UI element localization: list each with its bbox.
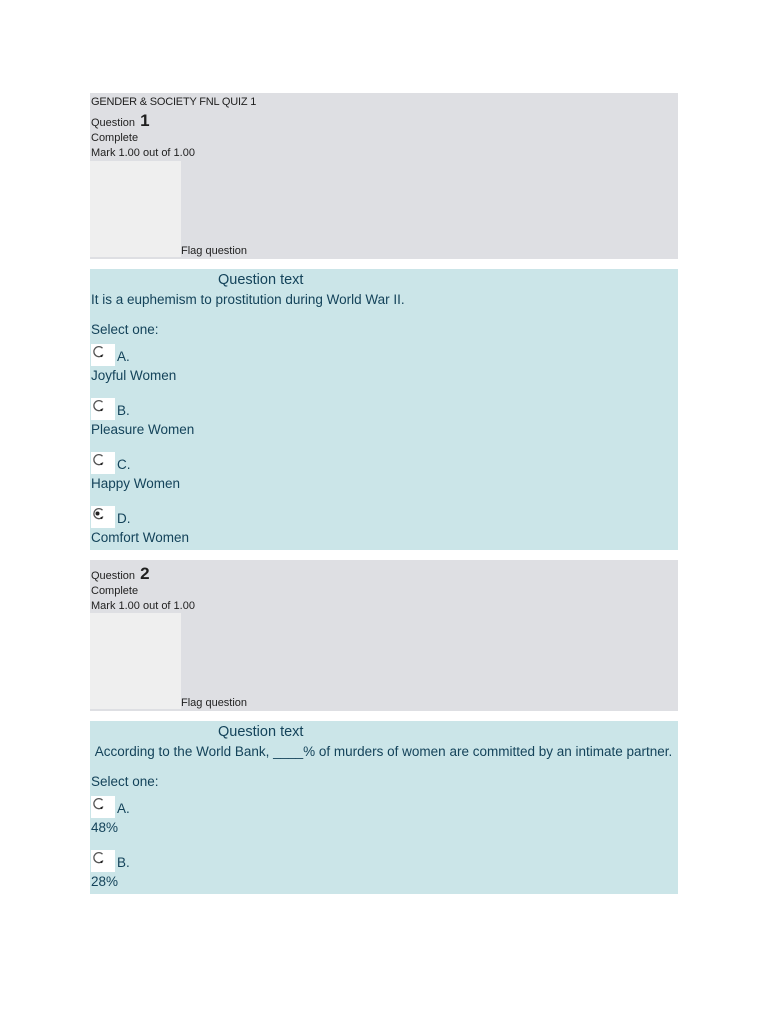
question-1-number-line	[91, 111, 677, 131]
flag-question-box[interactable]	[90, 613, 181, 709]
answer-radio-button[interactable]	[91, 796, 115, 818]
choice-letter: A.	[117, 801, 130, 816]
answer-radio-button[interactable]	[91, 506, 115, 528]
choice-letter: B.	[117, 403, 130, 418]
question-2-info	[90, 560, 678, 711]
question-label: Question	[91, 570, 136, 582]
radio-unselected-icon	[92, 345, 106, 359]
question-grade: Mark 1.00 out of 1.00	[91, 147, 195, 159]
quiz-title: GENDER & SOCIETY FNL QUIZ 1	[91, 96, 257, 108]
choice-text[interactable]: Joyful Women	[91, 368, 177, 383]
flag-question-link[interactable]: Flag question	[181, 245, 248, 257]
answer-radio-button[interactable]	[91, 452, 115, 474]
choice-letter: A.	[117, 349, 130, 364]
choice-text[interactable]: 48%	[91, 820, 119, 835]
quiz-page	[90, 93, 678, 894]
choice-letter: D.	[117, 511, 131, 526]
question-state: Complete	[91, 132, 139, 144]
question-text: It is a euphemism to prostitution during World War II.	[91, 292, 405, 307]
choice-row[interactable]	[91, 396, 678, 420]
question-1-content	[90, 269, 678, 550]
choice-row[interactable]	[91, 450, 678, 474]
question-number: 1	[140, 111, 150, 130]
question-number: 2	[140, 564, 150, 583]
question-label: Question	[91, 117, 136, 129]
question-state: Complete	[91, 585, 139, 597]
radio-unselected-icon	[92, 399, 106, 413]
question-text-heading: Question text	[218, 272, 304, 288]
question-text: According to the World Bank, ____% of murders of women are committed by an intimate partner.	[91, 744, 673, 759]
answer-radio-button[interactable]	[91, 850, 115, 872]
choice-row[interactable]	[91, 848, 678, 872]
radio-unselected-icon	[92, 453, 106, 467]
answer-radio-button[interactable]	[91, 344, 115, 366]
question-2-number-line	[91, 564, 677, 584]
choice-text[interactable]: Comfort Women	[91, 530, 190, 545]
choice-text[interactable]: Pleasure Women	[91, 422, 195, 437]
answer-option[interactable]	[91, 396, 678, 440]
answer-option[interactable]	[91, 450, 678, 494]
question-text-heading: Question text	[218, 724, 304, 740]
answer-option[interactable]	[91, 848, 678, 892]
choice-text[interactable]: Happy Women	[91, 476, 181, 491]
select-one-prompt: Select one:	[91, 774, 159, 789]
question-grade: Mark 1.00 out of 1.00	[91, 600, 195, 612]
flag-question-box[interactable]	[90, 161, 181, 257]
choice-letter: C.	[117, 457, 131, 472]
choice-letter: B.	[117, 855, 130, 870]
choice-row[interactable]	[91, 794, 678, 818]
choice-row[interactable]	[91, 504, 678, 528]
answer-option[interactable]	[91, 504, 678, 548]
radio-selected-icon	[92, 507, 106, 521]
answer-radio-button[interactable]	[91, 398, 115, 420]
radio-unselected-icon	[92, 851, 106, 865]
choice-row[interactable]	[91, 342, 678, 366]
answer-option[interactable]	[91, 342, 678, 386]
question-1-info	[90, 93, 678, 259]
select-one-prompt: Select one:	[91, 322, 159, 337]
choice-text[interactable]: 28%	[91, 874, 119, 889]
flag-question-link[interactable]: Flag question	[181, 697, 248, 709]
answer-option[interactable]	[91, 794, 678, 838]
answer-options	[91, 342, 678, 548]
question-2-content	[90, 721, 678, 894]
radio-unselected-icon	[92, 797, 106, 811]
answer-options	[91, 794, 678, 892]
